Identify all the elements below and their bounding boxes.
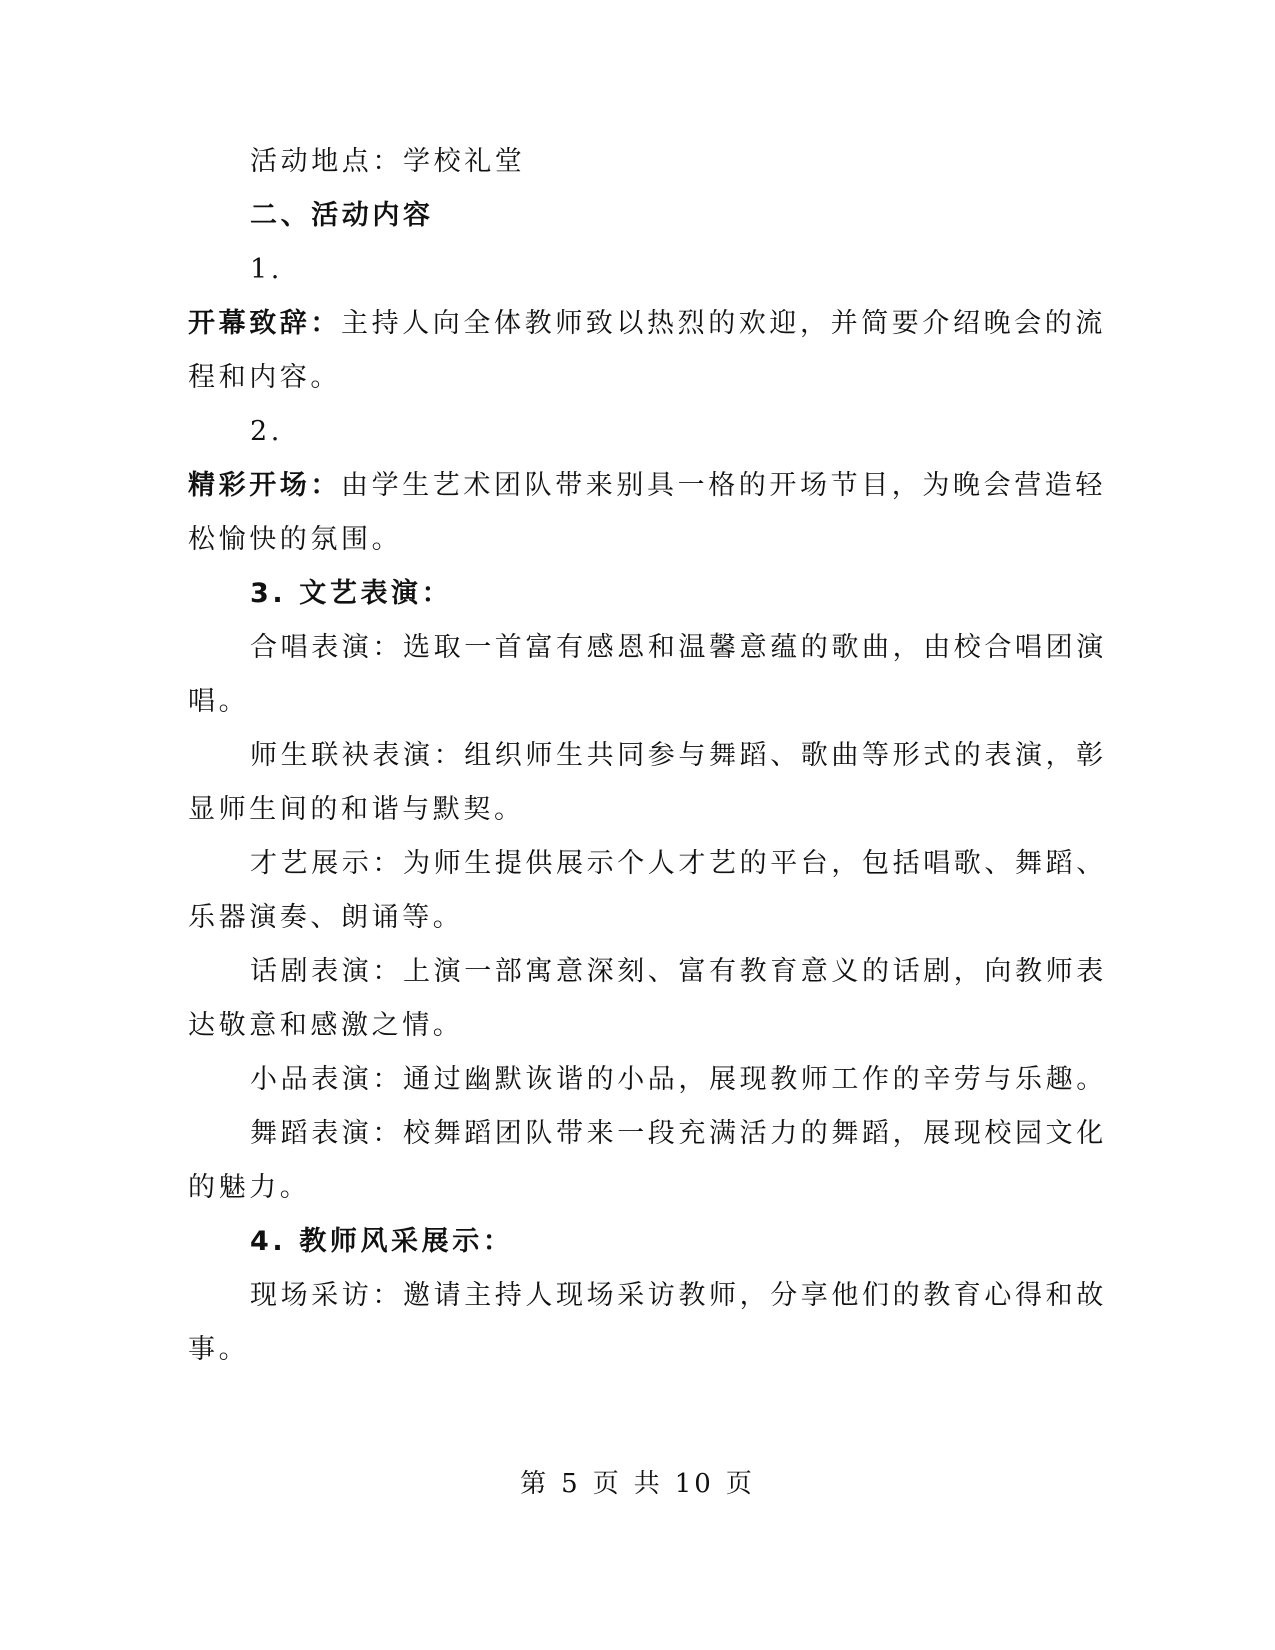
paragraph-opening-show bbox=[0, 466, 1275, 506]
paragraph-joint-performance: 师生联袂表演：组织师生共同参与舞蹈、歌曲等形式的表演，彰 bbox=[250, 740, 1107, 771]
footer-total-pages: 10 bbox=[674, 1469, 714, 1499]
paragraph-line: 松愉快的氛围。 bbox=[188, 524, 403, 555]
footer-page-word: 页 bbox=[592, 1469, 622, 1499]
paragraph-line: 的魅力。 bbox=[188, 1172, 311, 1203]
paragraph-line: 显师生间的和谐与默契。 bbox=[188, 794, 525, 825]
item-text: 主持人向全体教师致以热烈的欢迎，并简要介绍晚会的流 bbox=[341, 308, 1106, 339]
paragraph-talent-show: 才艺展示：为师生提供展示个人才艺的平台，包括唱歌、舞蹈、 bbox=[250, 848, 1107, 879]
paragraph-interview: 现场采访：邀请主持人现场采访教师，分享他们的教育心得和故 bbox=[250, 1280, 1107, 1311]
item-title-opening-show: 精彩开场： bbox=[188, 470, 341, 501]
item-text: 由学生艺术团队带来别具一格的开场节目，为晚会营造轻 bbox=[341, 470, 1106, 501]
subheading-teacher-showcase: 4. 教师风采展示： bbox=[250, 1226, 514, 1257]
subheading-performances: 3. 文艺表演： bbox=[250, 578, 453, 609]
list-number-2: 2. bbox=[250, 416, 283, 447]
activity-location: 活动地点：学校礼堂 bbox=[250, 146, 526, 177]
footer-prefix: 第 bbox=[520, 1469, 550, 1499]
paragraph-chorus: 合唱表演：选取一首富有感恩和温馨意蕴的歌曲，由校合唱团演 bbox=[250, 632, 1107, 663]
section-heading-activity-content: 二、活动内容 bbox=[250, 200, 434, 231]
paragraph-line: 乐器演奏、朗诵等。 bbox=[188, 902, 464, 933]
paragraph-line: 程和内容。 bbox=[188, 362, 341, 393]
paragraph-drama: 话剧表演：上演一部寓意深刻、富有教育意义的话剧，向教师表 bbox=[250, 956, 1107, 987]
paragraph-sketch: 小品表演：通过幽默诙谐的小品，展现教师工作的辛劳与乐趣。 bbox=[250, 1064, 1107, 1095]
page-footer bbox=[0, 1463, 1275, 1500]
list-number-1: 1. bbox=[250, 254, 283, 285]
footer-suffix: 页 bbox=[725, 1469, 755, 1499]
footer-page-number: 5 bbox=[561, 1469, 581, 1499]
paragraph-opening-speech bbox=[0, 304, 1275, 344]
item-title-opening-speech: 开幕致辞： bbox=[188, 308, 341, 339]
paragraph-line: 唱。 bbox=[188, 686, 250, 717]
paragraph-line: 事。 bbox=[188, 1334, 250, 1365]
paragraph-dance: 舞蹈表演：校舞蹈团队带来一段充满活力的舞蹈，展现校园文化 bbox=[250, 1118, 1107, 1149]
footer-total-word: 共 bbox=[633, 1469, 663, 1499]
paragraph-line: 达敬意和感激之情。 bbox=[188, 1010, 464, 1041]
